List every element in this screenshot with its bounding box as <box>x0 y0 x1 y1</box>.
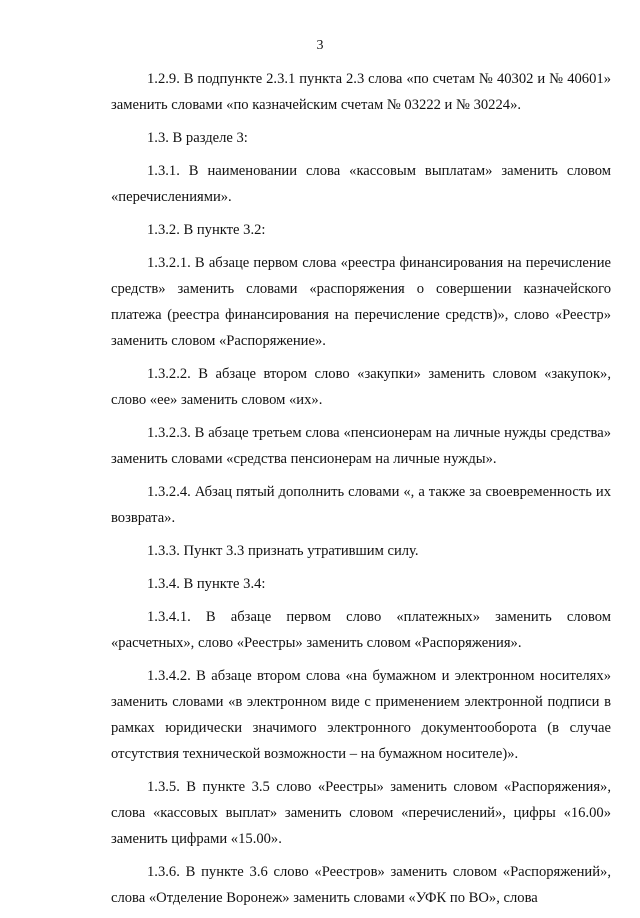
paragraph-1-3-4-1: 1.3.4.1. В абзаце первом слово «платежных» заменить словом «расчетных», слово «Реестры» заменить словом «Распоряжения». <box>111 609 611 651</box>
paragraph-1-3-2: 1.3.2. В пункте 3.2: <box>147 222 266 238</box>
paragraph-1-3-4-2: 1.3.4.2. В абзаце втором слова «на бумажном и электронном носителях» заменить словами «в электронном виде с применением электронной подписи в рамках юридически значимого электронного документооборота (в случае отсутствия технической возможности – на бумажном носителе)». <box>111 668 611 762</box>
paragraph-1-3-4: 1.3.4. В пункте 3.4: <box>147 576 266 592</box>
paragraph-1-3-5: 1.3.5. В пункте 3.5 слово «Реестры» заменить словом «Распоряжения», слова «кассовых выплат» заменить словом «перечислений», цифры «16.00» заменить цифрами «15.00». <box>111 779 611 847</box>
paragraph-1-3-6: 1.3.6. В пункте 3.6 слово «Реестров» заменить словом «Распоряжений», слова «Отделение Воронеж» заменить словами «УФК по ВО», слова <box>111 864 611 906</box>
paragraph-1-3-2-3: 1.3.2.3. В абзаце третьем слова «пенсионерам на личные нужды средства» заменить словами «средства пенсионерам на личные нужды». <box>111 425 611 467</box>
page-number: 3 <box>316 38 324 53</box>
document-body <box>111 66 611 918</box>
paragraph-1-3-2-2: 1.3.2.2. В абзаце втором слово «закупки» заменить словом «закупок», слово «ее» заменить словом «их». <box>111 366 611 408</box>
paragraph-1-3-3: 1.3.3. Пункт 3.3 признать утратившим силу. <box>147 543 419 559</box>
paragraph-1-3-2-4: 1.3.2.4. Абзац пятый дополнить словами «, а также за своевременность их возврата». <box>111 484 611 526</box>
paragraph-1-3-1: 1.3.1. В наименовании слова «кассовым выплатам» заменить словом «перечислениями». <box>111 163 611 205</box>
paragraph-1-3-2-1: 1.3.2.1. В абзаце первом слова «реестра финансирования на перечисление средств» заменить словами «распоряжения о совершении казначейского платежа (реестра финансирования на перечисление средств)», слово «Реестр» заменить словом «Распоряжение». <box>111 255 611 349</box>
paragraph-1-2-9: 1.2.9. В подпункте 2.3.1 пункта 2.3 слова «по счетам № 40302 и № 40601» заменить словами «по казначейским счетам № 03222 и № 30224». <box>111 71 611 113</box>
paragraph-1-3: 1.3. В разделе 3: <box>147 130 248 146</box>
